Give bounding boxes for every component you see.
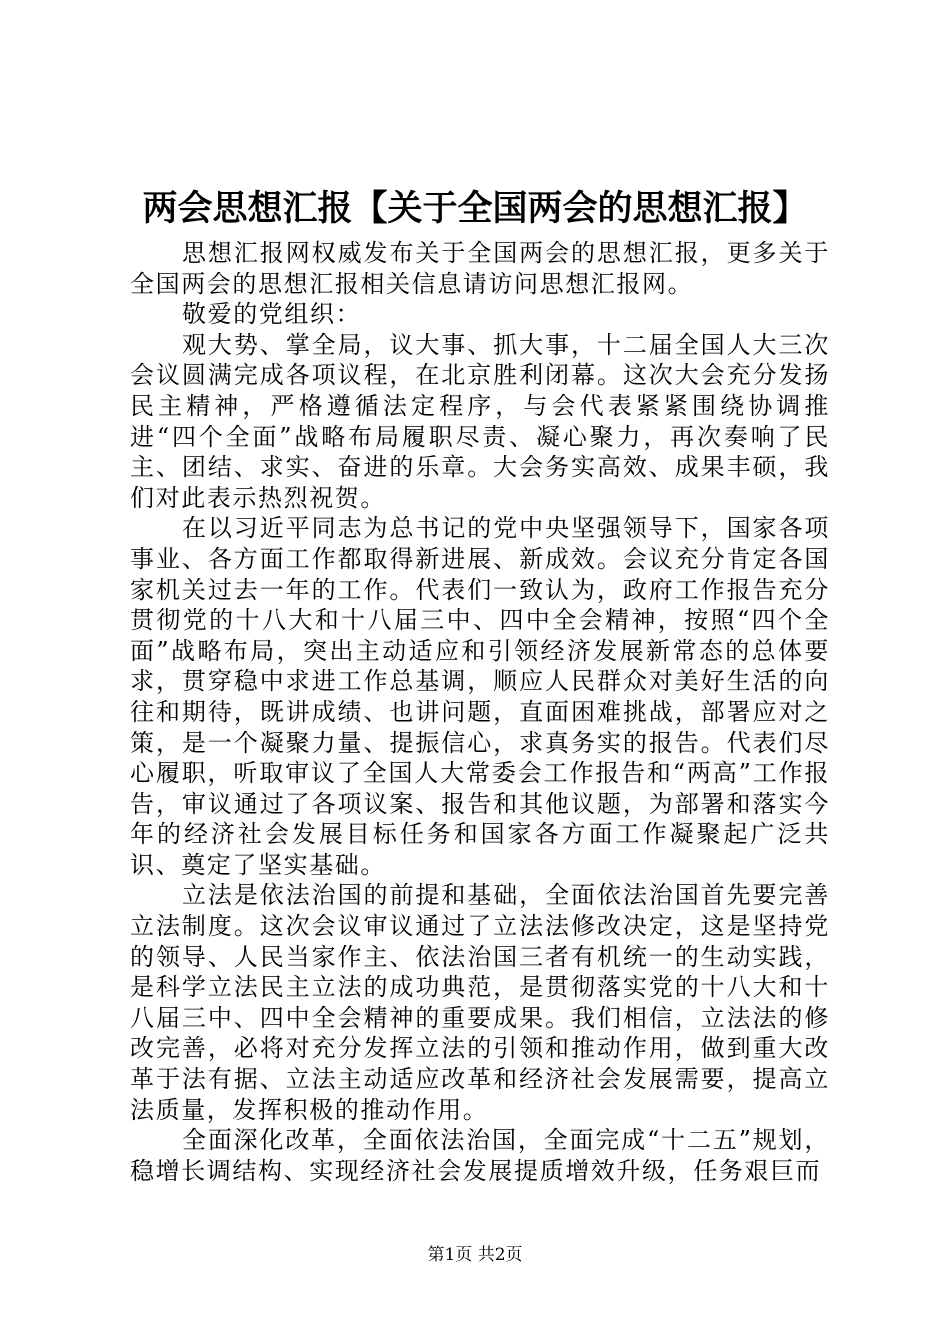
body-paragraph: 观大势、掌全局，议大事、抓大事，十二届全国人大三次会议圆满完成各项议程，在北京胜利闭幕。这次大会充分发扬民主精神，严格遵循法定程序，与会代表紧紧围绕协调推进“四个全面”战略布局履职尽责、凝心聚力，再次奏响了民主、团结、求实、奋进的乐章。大会务实高效、成果丰硕，我们对此表示热烈祝贺。 bbox=[130, 330, 830, 512]
document-title: 两会思想汇报【关于全国两会的思想汇报】 bbox=[142, 188, 808, 229]
body-paragraph: 立法是依法治国的前提和基础，全面依法治国首先要完善立法制度。这次会议审议通过了立法法修改决定，这是坚持党的领导、人民当家作主、依法治国三者有机统一的生动实践，是科学立法民主立法的成功典范，是贯彻落实党的十八大和十八届三中、四中全会精神的重要成果。我们相信，立法法的修改完善，必将对充分发挥立法的引领和推动作用，做到重大改革于法有据、立法主动适应改革和经济社会发展需要，提高立法质量，发挥积极的推动作用。 bbox=[130, 881, 830, 1124]
salutation: 敬爱的党组织： bbox=[182, 300, 362, 329]
page-number-footer: 第1页 共2页 bbox=[427, 1245, 523, 1265]
body-paragraph: 全面深化改革，全面依法治国，全面完成“十二五”规划，稳增长调结构、实现经济社会发展提质增效升级，任务艰巨而 bbox=[130, 1126, 830, 1185]
body-paragraph: 在以习近平同志为总书记的党中央坚强领导下，国家各项事业、各方面工作都取得新进展、新成效。会议充分肯定各国家机关过去一年的工作。代表们一致认为，政府工作报告充分贯彻党的十八大和十八届三中、四中全会精神，按照“四个全面”战略布局，突出主动适应和引领经济发展新常态的总体要求，贯穿稳中求进工作总基调，顺应人民群众对美好生活的向往和期待，既讲成绩、也讲问题，直面困难挑战，部署应对之策，是一个凝聚力量、提振信心，求真务实的报告。代表们尽心履职，听取审议了全国人大常委会工作报告和“两高”工作报告，审议通过了各项议案、报告和其他议题，为部署和落实今年的经济社会发展目标任务和国家各方面工作凝聚起广泛共识、奠定了坚实基础。 bbox=[130, 514, 830, 879]
document-body bbox=[130, 238, 830, 1186]
intro-paragraph: 思想汇报网权威发布关于全国两会的思想汇报，更多关于全国两会的思想汇报相关信息请访问思想汇报网。 bbox=[130, 239, 830, 298]
